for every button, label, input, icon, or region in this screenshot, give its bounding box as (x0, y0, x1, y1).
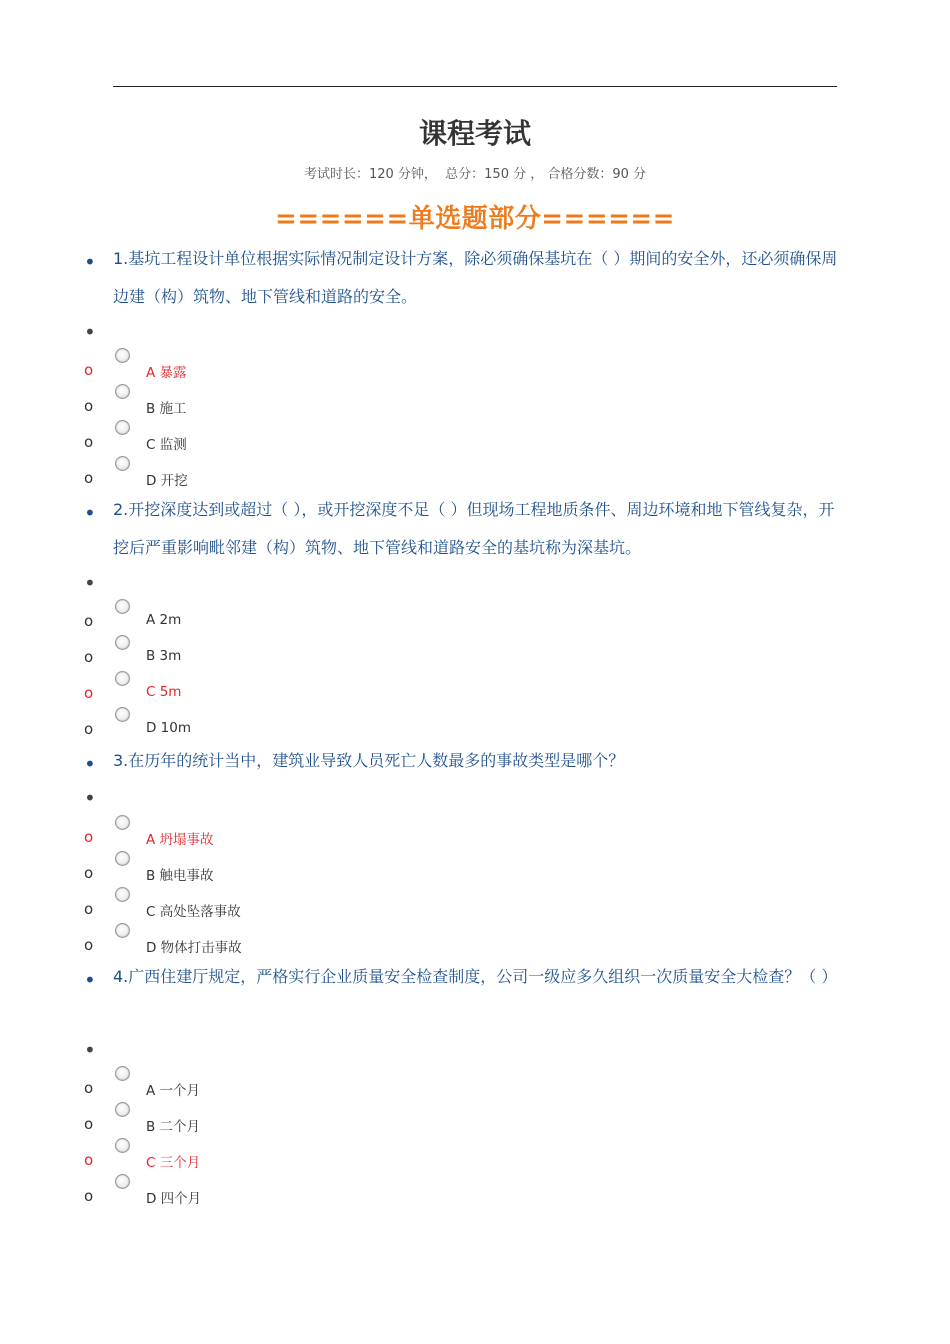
radio-button[interactable] (115, 1138, 130, 1153)
question-bullet: • (84, 968, 96, 992)
sub-bullet: o (84, 684, 94, 702)
radio-button[interactable] (115, 887, 130, 902)
question-bullet: • (84, 501, 96, 525)
sub-bullet: o (84, 1115, 94, 1133)
option-label: B 触电事故 (146, 868, 214, 884)
question-text (113, 742, 838, 780)
radio-button[interactable] (115, 635, 130, 650)
option-label: D 物体打击事故 (146, 940, 242, 956)
sub-bullet: o (84, 828, 94, 846)
radio-button[interactable] (115, 1174, 130, 1189)
radio-button[interactable] (115, 348, 130, 363)
question-text (113, 958, 838, 996)
radio-button[interactable] (115, 671, 130, 686)
option-2d[interactable] (0, 715, 950, 745)
section-title: ======单选题部分====== (275, 204, 675, 234)
radio-button[interactable] (115, 599, 130, 614)
option-label: B 施工 (146, 401, 187, 417)
option-label: A 一个月 (146, 1083, 201, 1099)
option-1c[interactable] (0, 428, 950, 458)
sub-bullet: o (84, 397, 94, 415)
option-3c[interactable] (0, 895, 950, 925)
empty-bullet: • (84, 320, 96, 344)
option-4c[interactable] (0, 1146, 950, 1176)
radio-button[interactable] (115, 923, 130, 938)
option-3a[interactable] (0, 823, 950, 853)
option-2c[interactable] (0, 679, 950, 709)
question-body: 开挖深度达到或超过（ ），或开挖深度不足（ ）但现场工程地质条件、周边环境和地下管线复杂，开挖后严重影响毗邻建（构）筑物、地下管线和道路安全的基坑称为深基坑。 (113, 500, 835, 557)
option-4d[interactable] (0, 1182, 950, 1212)
question-body: 基坑工程设计单位根据实际情况制定设计方案，除必须确保基坑在（ ）期间的安全外，还必须确保周边建（构）筑物、地下管线和道路的安全。 (113, 249, 838, 306)
question-text (113, 240, 838, 316)
radio-button[interactable] (115, 815, 130, 830)
option-1d[interactable] (0, 464, 950, 494)
sub-bullet: o (84, 936, 94, 954)
option-label: A 2m (146, 612, 182, 628)
question-bullet: • (84, 752, 96, 776)
option-4a[interactable] (0, 1074, 950, 1104)
radio-button[interactable] (115, 851, 130, 866)
question-number: 4. (113, 967, 129, 986)
option-1b[interactable] (0, 392, 950, 422)
radio-button[interactable] (115, 1102, 130, 1117)
option-1a[interactable] (0, 356, 950, 386)
page-title: 课程考试 (418, 117, 531, 150)
radio-button[interactable] (115, 420, 130, 435)
sub-bullet: o (84, 433, 94, 451)
question-number: 1. (113, 249, 129, 268)
question-bullet: • (84, 250, 96, 274)
sub-bullet: o (84, 1187, 94, 1205)
empty-bullet: • (84, 1038, 96, 1062)
option-label: D 开挖 (146, 473, 188, 489)
option-3d[interactable] (0, 931, 950, 961)
option-label: C 三个月 (146, 1155, 201, 1171)
question-body: 在历年的统计当中，建筑业导致人员死亡人数最多的事故类型是哪个？ (128, 751, 625, 770)
option-label: C 5m (146, 684, 182, 700)
option-label: C 监测 (146, 437, 187, 453)
exam-meta (0, 163, 950, 182)
question-body: 广西住建厅规定，严格实行企业质量安全检查制度，公司一级应多久组织一次质量安全大检查？（ ） (128, 967, 838, 986)
option-label: B 3m (146, 648, 182, 664)
option-label: C 高处坠落事故 (146, 904, 241, 920)
empty-bullet: • (84, 571, 96, 595)
sub-bullet: o (84, 720, 94, 738)
exam-duration: 考试时长：120 分钟， (303, 167, 437, 182)
question-number: 2. (113, 500, 129, 519)
sub-bullet: o (84, 864, 94, 882)
radio-button[interactable] (115, 1066, 130, 1081)
option-label: D 10m (146, 720, 192, 736)
sub-bullet: o (84, 1079, 94, 1097)
exam-total: 总分：150 分 ， (436, 167, 544, 182)
option-4b[interactable] (0, 1110, 950, 1140)
option-label: A 暴露 (146, 365, 187, 381)
option-3b[interactable] (0, 859, 950, 889)
question-text (113, 491, 838, 567)
top-rule (113, 86, 837, 87)
option-label: A 坍塌事故 (146, 832, 214, 848)
sub-bullet: o (84, 361, 94, 379)
sub-bullet: o (84, 1151, 94, 1169)
exam-pass-score: 合格分数：90 分 (543, 167, 647, 182)
radio-button[interactable] (115, 707, 130, 722)
empty-bullet: • (84, 786, 96, 810)
radio-button[interactable] (115, 384, 130, 399)
option-2b[interactable] (0, 643, 950, 673)
option-2a[interactable] (0, 607, 950, 637)
sub-bullet: o (84, 469, 94, 487)
sub-bullet: o (84, 900, 94, 918)
option-label: B 二个月 (146, 1119, 201, 1135)
question-number: 3. (113, 751, 129, 770)
option-label: D 四个月 (146, 1191, 202, 1207)
sub-bullet: o (84, 612, 94, 630)
radio-button[interactable] (115, 456, 130, 471)
sub-bullet: o (84, 648, 94, 666)
